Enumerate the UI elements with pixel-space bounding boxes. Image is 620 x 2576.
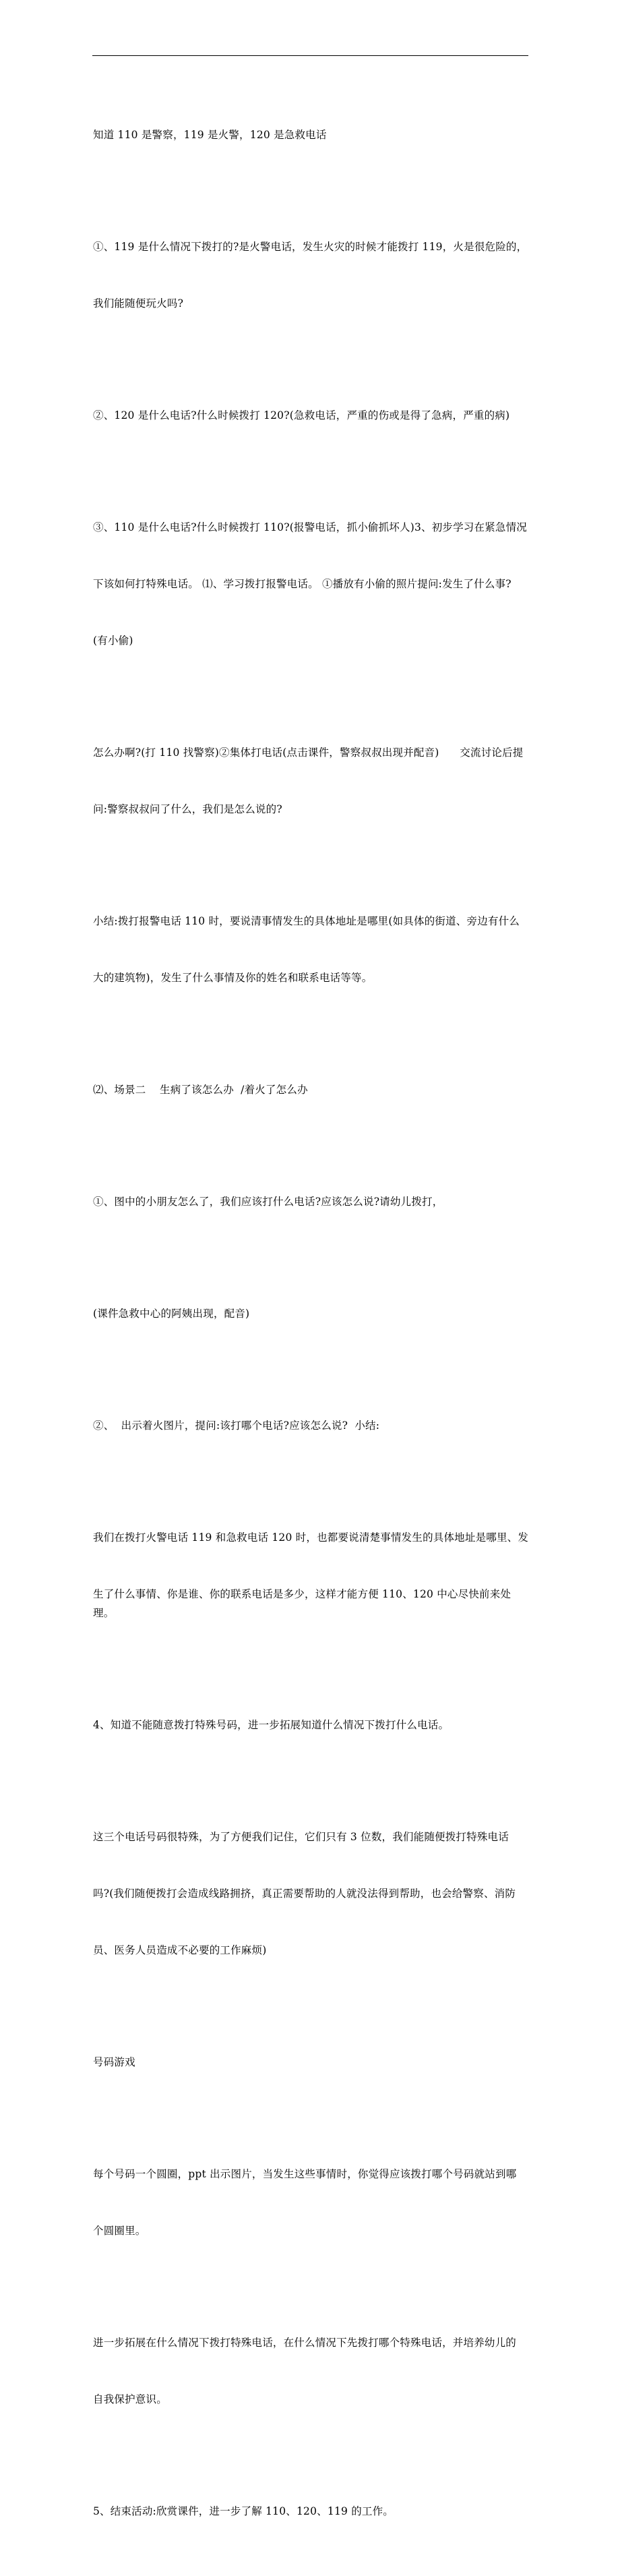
paragraph [93, 1678, 531, 1772]
text-line: (课件急救中心的阿姨出现，配音) [93, 1308, 250, 1320]
text-line: 下该如何打特殊电话。 ⑴、学习拨打报警电话。 ①播放有小偷的照片提问:发生了什么事? [93, 578, 512, 590]
paragraph [93, 480, 531, 688]
paragraph [93, 368, 531, 463]
paragraph [93, 1043, 531, 1137]
text-line: ②、120 是什么电话?什么时候拨打 120?(急救电话，严重的伤或是得了急病，严重的病) [93, 409, 510, 421]
text-line: ②、 出示着火图片，提问:该打哪个电话?应该怎么说? 小结: [93, 1419, 380, 1432]
text-line: 自我保护意识。 [93, 2393, 167, 2405]
paragraph [93, 1790, 531, 1997]
text-line: 员、医务人员造成不必要的工作麻烦) [93, 1944, 267, 1956]
text-line: ①、图中的小朋友怎么了，我们应该打什么电话?应该怎么说?请幼儿拨打， [93, 1196, 443, 1208]
text-line: (有小偷) [93, 635, 133, 647]
text-line: 4、知道不能随意拨打特殊号码，进一步拓展知道什么情况下拨打什么电话。 [93, 1719, 450, 1731]
paragraph [93, 2127, 531, 2278]
paragraph [93, 874, 531, 1025]
text-line: 号码游戏 [93, 2056, 135, 2068]
text-line: 每个号码一个圆圈，ppt 出示图片，当发生这些事情时，你觉得应该拨打哪个号码就站到哪 [93, 2168, 517, 2180]
text-line: 吗?(我们随便拨打会造成线路拥挤，真正需要帮助的人就没法得到帮助，也会给警察、消防 [93, 1887, 516, 1900]
text-line: 知道 110 是警察，119 是火警，120 是急救电话 [93, 129, 327, 141]
text-line: 大的建筑物)，发生了什么事情及你的姓名和联系电话等等。 [93, 972, 373, 984]
paragraph [93, 705, 531, 856]
paragraph [93, 1378, 531, 1473]
text-line: ⑵、场景二 生病了该怎么办 /着火了怎么办 [93, 1084, 308, 1096]
paragraph [93, 1490, 531, 1660]
text-line: 5、结束活动:欣赏课件，进一步了解 110、120、119 的工作。 [93, 2505, 394, 2517]
header-rule [92, 55, 528, 56]
text-line: 怎么办啊?(打 110 找警察)②集体打电话(点击课件，警察叔叔出现并配音) 交流讨论后提 [93, 747, 524, 759]
paragraph [93, 200, 531, 351]
paragraph [93, 1154, 531, 1249]
paragraph [93, 2295, 531, 2447]
text-line: 进一步拓展在什么情况下拨打特殊电话，在什么情况下先拨打哪个特殊电话，并培养幼儿的 [93, 2337, 517, 2349]
paragraph [93, 2464, 531, 2558]
text-line: 个圆圈里。 [93, 2225, 146, 2237]
text-line: ①、119 是什么情况下拨打的?是火警电话，发生火灾的时候才能拨打 119，火是很危险的， [93, 241, 528, 253]
text-line: ③、110 是什么电话?什么时候拨打 110?(报警电话，抓小偷抓坏人)3、初步学习在紧急情况 [93, 521, 528, 533]
text-line: 小结:拨打报警电话 110 时，要说清事情发生的具体地址是哪里(如具体的街道、旁边有什么 [93, 915, 520, 927]
text-line: 问:警察叔叔问了什么，我们是怎么说的? [93, 803, 282, 815]
paragraph [93, 1266, 531, 1361]
paragraph [93, 88, 531, 182]
text-line: 这三个电话号码很特殊，为了方便我们记住，它们只有 3 位数，我们能随便拨打特殊电话 [93, 1831, 509, 1843]
text-line: 生了什么事情、你是谁、你的联系电话是多少，这样才能方便 110、120 中心尽快前来处理。 [93, 1588, 512, 1619]
text-line: 我们能随便玩火吗? [93, 297, 184, 310]
document-body [93, 88, 531, 2576]
paragraph [93, 2015, 531, 2109]
text-line: 我们在拨打火警电话 119 和急救电话 120 时，也都要说清楚事情发生的具体地址是哪里、发 [93, 1531, 529, 1544]
